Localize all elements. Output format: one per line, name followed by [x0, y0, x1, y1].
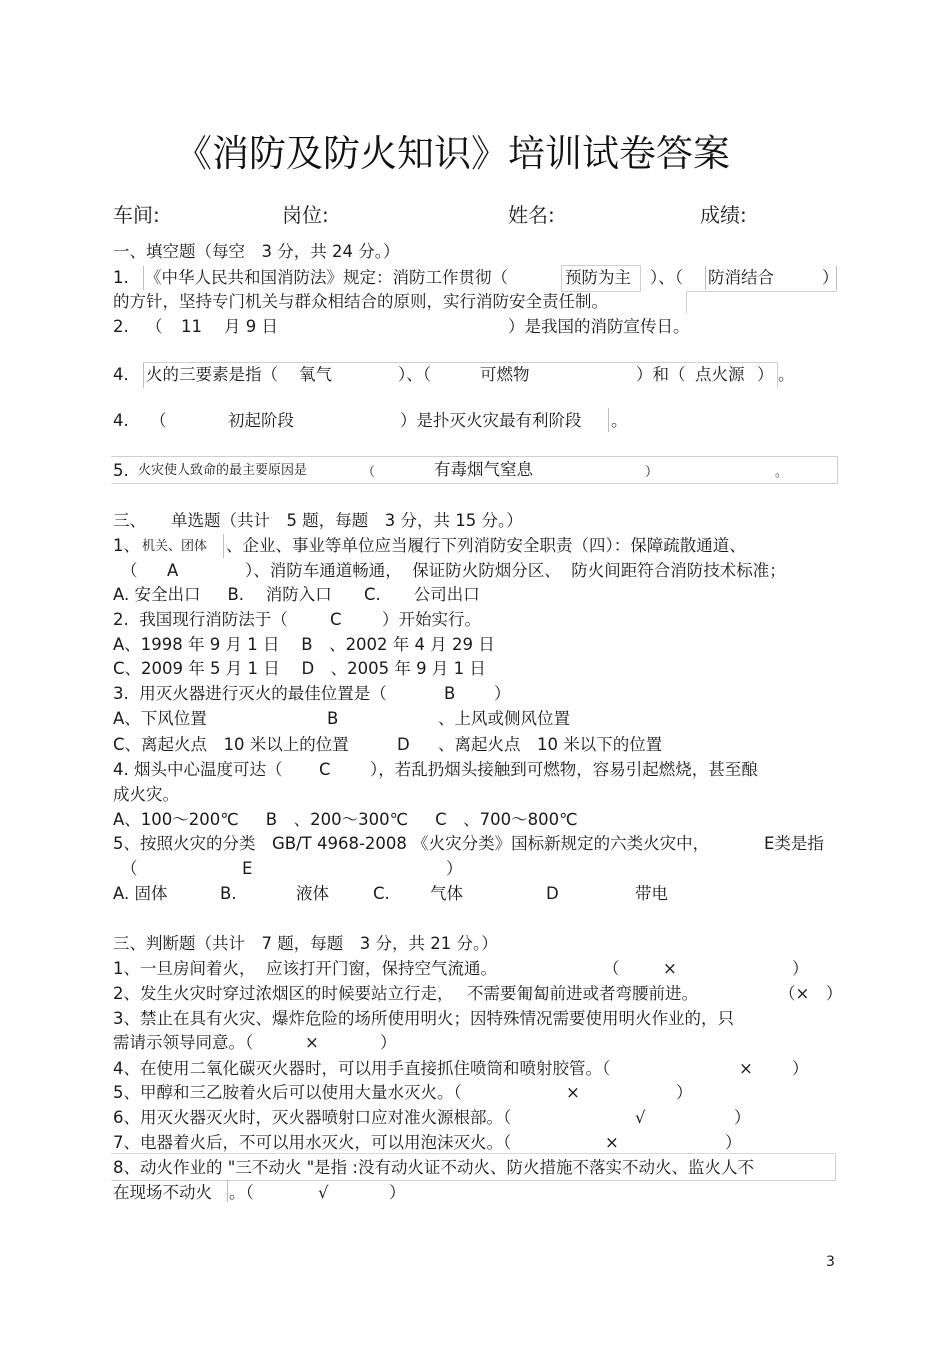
fill-q3-sep1: ）、（ — [398, 365, 431, 384]
field-border — [227, 1180, 228, 1202]
choice-q2-text: 2. 我国现行消防法于（ — [113, 610, 288, 629]
judge-q5-text: 5、甲醇和三乙胺着火后可以使用大量水灭火。（ — [113, 1083, 462, 1102]
fill-q1-text-b: ）、（ — [650, 268, 683, 287]
choice-q5-close: ） — [446, 859, 463, 878]
field-border — [608, 408, 609, 432]
choice-q5-open: （ — [121, 859, 138, 878]
choice-q5-text: 5、按照火灾的分类 GB/T 4968-2008 《火灾分类》国标新规定的六类火灾中， — [113, 834, 710, 853]
judge-q3-close: ） — [380, 1033, 397, 1052]
fill-q5-close: ） — [645, 465, 659, 480]
choice-heading-num: 三、 — [113, 511, 146, 530]
position-label: 岗位: — [282, 203, 329, 227]
fill-q4-num: 4. — [113, 411, 129, 430]
choice-q1-num: 1、 — [113, 536, 140, 555]
choice-q1-answer: A — [167, 561, 179, 580]
judge-q5-answer: × — [566, 1083, 580, 1102]
judge-q6-answer: √ — [635, 1108, 646, 1127]
fill-q1-answer1: 预防为主 — [565, 268, 631, 287]
judge-q2-text: 2、发生火灾时穿过浓烟区的时候要站立行走， 不需要匍匐前进或者弯腰前进。 — [113, 984, 698, 1003]
fill-q2-open: （ — [146, 317, 163, 336]
judge-q5-close: ） — [676, 1083, 693, 1102]
workshop-label: 车间: — [113, 203, 160, 227]
fill-q2-num: 2. — [113, 317, 129, 336]
fill-q5-num: 5. — [113, 461, 129, 480]
fill-q3-answer1: 氧气 — [299, 365, 332, 384]
choice-q5-tail: E类是指 — [764, 834, 824, 853]
judge-q1-open: （ — [603, 959, 620, 978]
choice-q4-cont: 成火灾。 — [113, 785, 179, 804]
judge-q1-answer: × — [663, 959, 677, 978]
choice-q1-text: 、企业、事业等单位应当履行下列消防安全职责（四）：保障疏散通道、 — [226, 536, 746, 555]
choice-q1-cont: ）、消防车通道畅通， 保证防火防烟分区、 防火间距符合消防技术标准； — [245, 561, 786, 580]
choice-q4-answer: C — [319, 760, 331, 779]
judge-q1-close: ） — [792, 959, 809, 978]
choice-q4-options: A、100～200℃ B 、200～300℃ C 、700～800℃ — [113, 810, 578, 829]
choice-q1-options: A. 安全出口 B. 消防入口 C. 公司出口 — [113, 585, 480, 604]
judge-q1-text: 1、一旦房间着火， 应该打开门窗，保持空气流通。 — [113, 959, 497, 978]
fill-q4-answer: 初起阶段 — [228, 411, 294, 430]
choice-q5-option-d: D — [546, 884, 559, 903]
fill-q1-answer2: 防消结合 — [708, 268, 774, 287]
judge-q7-text: 7、电器着火后，不可以用水灭火，可以用泡沫灭火。（ — [113, 1133, 512, 1152]
choice-q3-option-d: D — [397, 735, 410, 754]
judge-q2-answer: （× ） — [779, 984, 843, 1003]
judge-q8-close: ） — [389, 1183, 406, 1202]
choice-q1-small: 机关、团体 — [142, 539, 208, 554]
page-number: 3 — [826, 1254, 835, 1270]
judge-q8-cont: 在现场不动火 — [113, 1183, 212, 1202]
judge-q6-close: ） — [734, 1108, 751, 1127]
field-border — [836, 266, 837, 290]
fill-q3-answer2: 可燃物 — [480, 365, 530, 384]
judge-q6-text: 6、用灭火器灭火时，灭火器喷射口应对准火源根部。（ — [113, 1108, 512, 1127]
judge-q4-close: ） — [792, 1059, 809, 1078]
fill-q3-num: 4． — [113, 365, 140, 384]
fill-q5-answer: 有毒烟气窒息 — [434, 460, 533, 479]
fill-q3-sep2: ）和（ — [636, 365, 686, 384]
choice-q5-option-b-text: 液体 — [296, 884, 329, 903]
choice-q5-option-a: A. 固体 — [113, 884, 168, 903]
choice-q3-option-d-text: 、离起火点 10 米以下的位置 — [438, 735, 663, 754]
fill-q1-num: 1. — [113, 268, 129, 287]
judge-q8-answer: √ — [318, 1183, 329, 1202]
choice-q3-option-a: A、下风位置 — [113, 709, 207, 728]
field-border — [705, 266, 706, 290]
choice-q5-answer: E — [242, 859, 253, 878]
choice-heading: 单选题（共计 5 题，每题 3 分，共 15 分。） — [171, 511, 523, 530]
choice-q1-open: （ — [121, 561, 138, 580]
judge-heading: 三、判断题（共计 7 题，每题 3 分，共 21 分。） — [113, 934, 498, 953]
fill-q4-open: （ — [150, 411, 167, 430]
choice-q2-answer: C — [330, 610, 342, 629]
choice-q5-option-d-text: 带电 — [635, 884, 668, 903]
choice-q2-option-c: C、2009 年 5 月 1 日 D 、2005 年 9 月 1 日 — [113, 659, 486, 678]
fill-section-heading: 一、填空题（每空 3 分，共 24 分。） — [113, 242, 400, 261]
fill-q5-end: 。 — [775, 465, 789, 480]
choice-q3-close: ） — [494, 684, 511, 703]
choice-q2-option-a: A、1998 年 9 月 1 日 B 、2002 年 4 月 29 日 — [113, 635, 495, 654]
fill-q3-close: ） — [757, 365, 774, 384]
choice-q3-option-b-text: 、上风或侧风位置 — [438, 709, 570, 728]
page-title: 《消防及防火知识》培训试卷答案 — [175, 132, 730, 175]
fill-q1-cont: 的方针，坚持专门机关与群众相结合的原则，实行消防安全责任制。 — [113, 292, 608, 311]
fill-q5-open: （ — [362, 465, 376, 480]
judge-q3-text: 3、禁止在具有火灾、爆炸危险的场所使用明火；因特殊情况需要使用明火作业的，只 — [113, 1009, 734, 1028]
choice-q5-option-c: C. — [373, 884, 390, 903]
choice-q2-close: ）开始实行。 — [382, 610, 481, 629]
fill-q1-text: 《中华人民共和国消防法》规定：消防工作贯彻（ — [145, 268, 508, 287]
judge-q4-text: 4、在使用二氧化碳灭火器时，可以用手直接抓住喷筒和喷射胶管。（ — [113, 1059, 611, 1078]
judge-q7-close: ） — [725, 1133, 742, 1152]
name-label: 姓名: — [508, 203, 555, 227]
fill-q3-end: 。 — [778, 365, 795, 384]
choice-q5-option-c-text: 气体 — [430, 884, 463, 903]
judge-q8-text: 8、动火作业的 "三不动火 "是指 :没有动火证不动火、防火措施不落实不动火、监火人不 — [113, 1158, 754, 1177]
choice-q3-option-b: B — [327, 709, 339, 728]
judge-q4-answer: × — [739, 1059, 753, 1078]
field-border — [686, 291, 837, 314]
fill-q1-text-c: ） — [822, 268, 839, 287]
field-border — [143, 266, 144, 290]
fill-q5-text: 火灾使人致命的最主要原因是 — [138, 463, 308, 478]
fill-q4-end: 。 — [611, 411, 628, 430]
choice-q5-option-b: B. — [220, 884, 237, 903]
fill-q2-answer-b: 月 9 日 — [224, 317, 278, 336]
fill-q3-answer3: 点火源 — [695, 365, 745, 384]
score-label: 成绩: — [700, 203, 747, 227]
fill-q2-answer-a: 11 — [181, 317, 202, 336]
fill-q3-text: 火的三要素是指（ — [146, 365, 278, 384]
choice-q4-text: 4. 烟头中心温度可达（ — [113, 760, 283, 779]
choice-q4-close: ），若乱扔烟头接触到可燃物，容易引起燃烧，甚至酿 — [370, 760, 758, 779]
fill-q4-text: ）是扑灭火灾最有利阶段 — [400, 411, 582, 430]
judge-q7-answer: × — [605, 1133, 619, 1152]
choice-q3-option-c: C、离起火点 10 米以上的位置 — [113, 735, 349, 754]
choice-q3-text: 3. 用灭火器进行灭火的最佳位置是（ — [113, 684, 387, 703]
fill-q2-text: ）是我国的消防宣传日。 — [508, 317, 690, 336]
judge-q8-end: 。（ — [229, 1183, 254, 1202]
choice-q3-answer: B — [444, 684, 456, 703]
judge-q3-answer: × — [305, 1033, 319, 1052]
field-border — [223, 534, 224, 558]
judge-q3-cont: 需请示领导同意。（ — [113, 1033, 254, 1052]
